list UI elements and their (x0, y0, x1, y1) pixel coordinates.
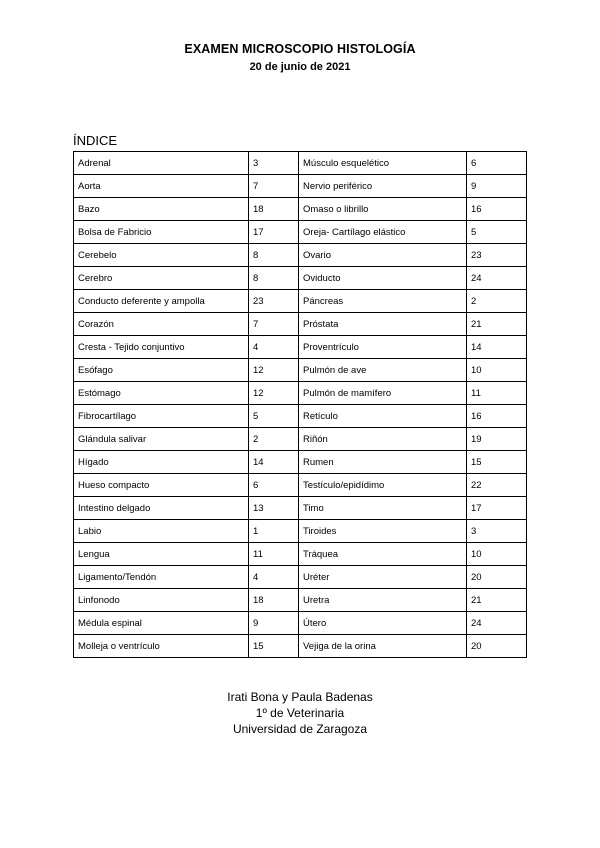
index-entry-name: Conducto deferente y ampolla (74, 290, 249, 313)
index-entry-name: Estómago (74, 382, 249, 405)
index-entry-name: Cerebelo (74, 244, 249, 267)
table-row (74, 543, 527, 566)
index-entry-page: 14 (467, 336, 527, 359)
index-entry-name: Útero (299, 612, 467, 635)
table-row (74, 589, 527, 612)
index-entry-page: 8 (249, 267, 299, 290)
index-entry-name: Riñón (299, 428, 467, 451)
index-entry-name: Adrenal (74, 152, 249, 175)
index-entry-page: 6 (467, 152, 527, 175)
index-entry-name: Uréter (299, 566, 467, 589)
index-entry-name: Aorta (74, 175, 249, 198)
index-entry-name: Glándula salivar (74, 428, 249, 451)
index-entry-name: Cresta - Tejido conjuntivo (74, 336, 249, 359)
index-entry-name: Testículo/epidídimo (299, 474, 467, 497)
table-row (74, 474, 527, 497)
document-date: 20 de junio de 2021 (249, 61, 351, 73)
table-row (74, 428, 527, 451)
index-table-body (74, 152, 527, 658)
index-entry-name: Molleja o ventrículo (74, 635, 249, 658)
table-row (74, 405, 527, 428)
index-entry-name: Linfonodo (74, 589, 249, 612)
index-entry-page: 8 (249, 244, 299, 267)
index-entry-page: 7 (249, 175, 299, 198)
table-row (74, 313, 527, 336)
index-entry-name: Corazón (74, 313, 249, 336)
table-row (74, 267, 527, 290)
index-entry-page: 17 (467, 497, 527, 520)
index-entry-name: Intestino delgado (74, 497, 249, 520)
index-entry-name: Ovario (299, 244, 467, 267)
index-entry-page: 10 (467, 359, 527, 382)
index-entry-name: Cerebro (74, 267, 249, 290)
index-entry-page: 2 (467, 290, 527, 313)
index-entry-name: Bazo (74, 198, 249, 221)
index-entry-name: Nervio periférico (299, 175, 467, 198)
document-title: EXAMEN MICROSCOPIO HISTOLOGÍA (184, 42, 416, 56)
index-entry-page: 16 (467, 198, 527, 221)
index-entry-name: Timo (299, 497, 467, 520)
index-entry-name: Esófago (74, 359, 249, 382)
table-row (74, 152, 527, 175)
index-entry-name: Oreja- Cartílago elástico (299, 221, 467, 244)
table-row (74, 244, 527, 267)
index-entry-page: 21 (467, 589, 527, 612)
index-entry-page: 20 (467, 566, 527, 589)
index-entry-name: Ligamento/Tendón (74, 566, 249, 589)
index-entry-page: 18 (249, 198, 299, 221)
index-entry-page: 22 (467, 474, 527, 497)
index-entry-page: 5 (467, 221, 527, 244)
index-entry-page: 9 (249, 612, 299, 635)
table-row (74, 612, 527, 635)
index-entry-page: 17 (249, 221, 299, 244)
index-entry-name: Fibrocartílago (74, 405, 249, 428)
footer-authors: Irati Bona y Paula Badenas (227, 690, 373, 704)
index-entry-page: 5 (249, 405, 299, 428)
table-row (74, 520, 527, 543)
index-entry-page: 23 (249, 290, 299, 313)
index-entry-page: 24 (467, 612, 527, 635)
index-entry-name: Tiroides (299, 520, 467, 543)
index-entry-page: 15 (467, 451, 527, 474)
table-row (74, 382, 527, 405)
index-heading: ÍNDICE (73, 133, 118, 148)
table-row (74, 198, 527, 221)
index-entry-name: Vejiga de la orina (299, 635, 467, 658)
index-entry-page: 10 (467, 543, 527, 566)
table-row (74, 221, 527, 244)
index-entry-name: Tráquea (299, 543, 467, 566)
index-entry-name: Bolsa de Fabricio (74, 221, 249, 244)
index-entry-page: 19 (467, 428, 527, 451)
index-entry-name: Hueso compacto (74, 474, 249, 497)
table-row (74, 451, 527, 474)
index-entry-page: 3 (467, 520, 527, 543)
index-entry-name: Páncreas (299, 290, 467, 313)
index-entry-page: 24 (467, 267, 527, 290)
index-entry-name: Proventrículo (299, 336, 467, 359)
table-row (74, 359, 527, 382)
index-entry-name: Uretra (299, 589, 467, 612)
index-entry-name: Labio (74, 520, 249, 543)
index-entry-page: 20 (467, 635, 527, 658)
index-entry-page: 9 (467, 175, 527, 198)
index-entry-page: 12 (249, 359, 299, 382)
table-row (74, 497, 527, 520)
document-footer (0, 689, 600, 737)
index-entry-page: 4 (249, 336, 299, 359)
index-entry-name: Próstata (299, 313, 467, 336)
footer-course: 1º de Veterinaria (255, 706, 345, 720)
index-entry-page: 4 (249, 566, 299, 589)
index-table (73, 151, 527, 658)
index-entry-page: 21 (467, 313, 527, 336)
index-entry-page: 12 (249, 382, 299, 405)
footer-university: Universidad de Zaragoza (232, 722, 368, 736)
index-entry-name: Retículo (299, 405, 467, 428)
table-row (74, 290, 527, 313)
index-entry-name: Oviducto (299, 267, 467, 290)
table-row (74, 175, 527, 198)
index-entry-name: Pulmón de mamífero (299, 382, 467, 405)
index-entry-name: Médula espinal (74, 612, 249, 635)
index-entry-name: Músculo esquelético (299, 152, 467, 175)
table-row (74, 336, 527, 359)
document-header (0, 42, 600, 74)
index-entry-name: Omaso o librillo (299, 198, 467, 221)
index-entry-page: 18 (249, 589, 299, 612)
index-entry-page: 13 (249, 497, 299, 520)
index-entry-page: 14 (249, 451, 299, 474)
index-entry-name: Pulmón de ave (299, 359, 467, 382)
index-entry-page: 11 (249, 543, 299, 566)
table-row (74, 566, 527, 589)
index-entry-name: Hígado (74, 451, 249, 474)
index-entry-name: Rumen (299, 451, 467, 474)
index-entry-page: 7 (249, 313, 299, 336)
index-entry-page: 1 (249, 520, 299, 543)
table-row (74, 635, 527, 658)
index-entry-page: 23 (467, 244, 527, 267)
index-entry-name: Lengua (74, 543, 249, 566)
index-entry-page: 6 (249, 474, 299, 497)
index-entry-page: 3 (249, 152, 299, 175)
index-entry-page: 16 (467, 405, 527, 428)
index-entry-page: 15 (249, 635, 299, 658)
index-entry-page: 2 (249, 428, 299, 451)
index-entry-page: 11 (467, 382, 527, 405)
